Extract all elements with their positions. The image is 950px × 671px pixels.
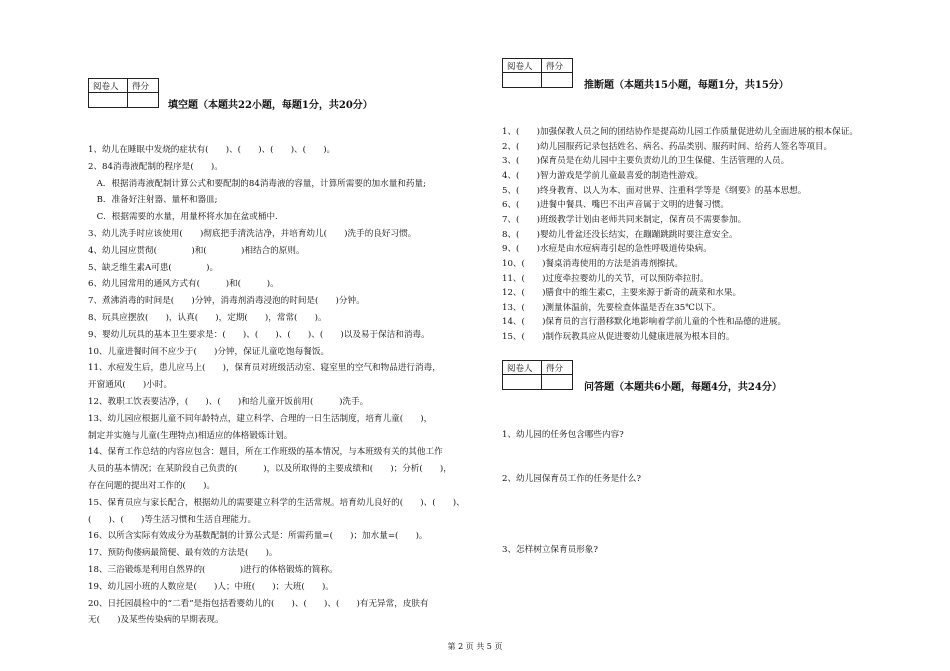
question-line: 3、幼儿洗手时应该使用( )彻底把手清洗洁净，并培育幼儿( )洗手的良好习惯。 xyxy=(88,229,417,239)
question-line: 7、煮沸消毒的时间是( )分钟，消毒剂消毒浸泡的时间是( )分钟。 xyxy=(88,296,365,307)
judge-item: 12、( )膳食中的维生素C，主要来源于新奇的蔬菜和水果。 xyxy=(502,288,742,299)
score-box-reviewer-cell[interactable] xyxy=(503,375,542,390)
question-line: A．根据消毒液配制计算公式和要配制的84消毒液的容量，计算所需要的加水量和药量; xyxy=(88,178,427,189)
judge-item: 7、( )班级教学计划由老师共同来制定，保育员不需要参加。 xyxy=(502,214,747,225)
question-line: 人员的基本情况；在某阶段自己负责的( )，以及所取得的主要成绩和( )；分析( )， xyxy=(88,464,452,475)
question-line: 17、预防佝偻病最简便、最有效的方法是( )。 xyxy=(88,548,278,559)
question-line: 存在问题的提出对工作的( )。 xyxy=(88,481,216,491)
question-line: 4、幼儿园应贯彻( )和( )相结合的原则。 xyxy=(88,245,305,256)
question-line: 1、幼儿在睡眠中发烧的症状有( )、( )、( )、( )。 xyxy=(88,145,336,155)
qa-item: 1、幼儿园的任务包含哪些内容? xyxy=(502,430,624,440)
question-line: 2、84消毒液配制的程序是( )。 xyxy=(88,161,223,172)
question-line: 13、幼儿园应根据儿童不同年龄特点，建立科学、合理的一日生活制度，培育儿童( )， xyxy=(88,413,433,424)
question-line: 20、日托园晨检中的“二看”是指包括看婴幼儿的( )、( )、( )有无异常，皮肤有 xyxy=(88,598,429,609)
section-title-judge: 推断题（本题共15小题，每题1分，共15分） xyxy=(584,80,789,91)
score-box-fill xyxy=(88,78,159,108)
question-line: 11、水痘发生后，患儿应马上( )，保育员对班级活动室、寝室里的空气和物品进行消毒， xyxy=(88,363,441,374)
score-box-judge xyxy=(502,58,573,88)
question-line: 14、保育工作总结的内容应包含：题目，所在工作班级的基本情况，与本班级有关的其他工作 xyxy=(88,447,443,458)
score-box-score-label: 得分 xyxy=(542,361,573,375)
score-box-reviewer-cell[interactable] xyxy=(503,73,542,88)
judge-item: 15、( )制作玩教具应从促进婴幼儿健康进展为根本目的。 xyxy=(502,332,735,343)
judge-item: 9、( )水痘是由水痘病毒引起的急性呼吸道传染病。 xyxy=(502,244,712,255)
judge-item: 13、( )测量体温前，先要检查体温是否在35℃以下。 xyxy=(502,302,721,313)
section-title-fill: 填空题（本题共22小题，每题1分，共20分） xyxy=(168,100,373,111)
score-box-score-label: 得分 xyxy=(128,79,159,93)
question-line: 16、以所含实际有效成分为基数配制的计算公式是：所需药量=( )；加水量=( )。 xyxy=(88,531,428,542)
question-line: 12、教职工饮表要洁净，( )、( )和给儿童开饭前用( )洗手。 xyxy=(88,397,369,407)
judge-item: 6、( )进餐中餐具、嘴巴不出声音属于文明的进餐习惯。 xyxy=(502,200,730,211)
question-line: 18、三浴锻炼是利用自然界的( )进行的体格锻炼的简称。 xyxy=(88,565,338,575)
score-box-reviewer-label: 阅卷人 xyxy=(503,59,542,73)
score-box-score-cell[interactable] xyxy=(542,375,573,390)
score-box-reviewer-label: 阅卷人 xyxy=(89,79,128,93)
score-box-qa xyxy=(502,360,573,390)
section-title-qa: 问答题（本题共6小题，每题4分，共24分） xyxy=(584,382,782,393)
judge-item: 11、( )过度牵拉婴幼儿的关节，可以预防牵拉肘。 xyxy=(502,273,709,284)
qa-item: 3、怎样树立保育员形象? xyxy=(502,545,599,555)
judge-item: 14、( )保育员的言行潜移默化地影响着学前儿童的个性和品德的进展。 xyxy=(502,317,787,328)
question-line: 开窗通风( )小时。 xyxy=(88,380,173,391)
score-box-score-cell[interactable] xyxy=(542,73,573,88)
score-box-score-label: 得分 xyxy=(542,59,573,73)
judge-item: 8、( )婴幼儿骨盆还没长结实，在蹦蹦跳跳时要注意安全。 xyxy=(502,229,738,240)
judge-item: 3、( )保育员是在幼儿园中主要负责幼儿的卫生保健、生活管理的人员。 xyxy=(502,156,790,167)
question-line: 制定并实施与儿童(生理特点)相适应的体格锻炼计划。 xyxy=(88,430,293,441)
question-line: 5、缺乏维生素A可患( )。 xyxy=(88,262,219,273)
question-line: 6、幼儿园常用的通风方式有( )和( )。 xyxy=(88,279,279,290)
page-footer: 第 2 页 共 5 页 xyxy=(447,642,503,651)
question-line: ( )、( )等生活习惯和生活自理能力。 xyxy=(88,514,257,525)
judge-item: 1、( )加强保教人员之间的团结协作是提高幼儿园工作质量促进幼儿全面进展的根本保证。 xyxy=(502,127,858,137)
question-line: 19、幼儿园小班的人数应是( )人；中班( )；大班( )。 xyxy=(88,581,334,592)
question-line: B．准备好注射器、量杯和器皿; xyxy=(88,195,218,206)
question-line: 无( )及某些传染病的早期表现。 xyxy=(88,615,224,626)
judge-item: 10、( )餐桌消毒使用的方法是消毒剂擦拭。 xyxy=(502,258,683,269)
judge-item: 4、( )智力游戏是学前儿童最喜爱的制造性游戏。 xyxy=(502,170,704,181)
question-line: C．根据需要的水量，用量杯将水加在盆或桶中. xyxy=(88,212,278,223)
score-box-reviewer-label: 阅卷人 xyxy=(503,361,542,375)
judge-item: 2、( )幼儿园服药记录包括姓名、病名、药品类别、服药时间、给药人签名等项目。 xyxy=(502,141,833,152)
qa-item: 2、幼儿园保育员工作的任务是什么? xyxy=(502,474,641,484)
question-line: 8、玩具应摆放( )，认真( )，定期( )，常常( )。 xyxy=(88,313,327,323)
judge-item: 5、( )终身教育、以人为本、面对世界、注重科学等是《纲要》的基本思想。 xyxy=(502,185,807,196)
question-line: 10、儿童进餐时间不应少于( )分钟，保证儿童吃饱每餐饭。 xyxy=(88,346,330,357)
score-box-reviewer-cell[interactable] xyxy=(89,93,128,108)
question-line: 9、婴幼儿玩具的基本卫生要求是：( )、( )、( )、( )以及易于保洁和消毒。 xyxy=(88,329,430,340)
score-box-score-cell[interactable] xyxy=(128,93,159,108)
question-line: 15、保育员应与家长配合，根据幼儿的需要建立科学的生活常规。培育幼儿良好的( )、( )、 xyxy=(88,497,465,508)
